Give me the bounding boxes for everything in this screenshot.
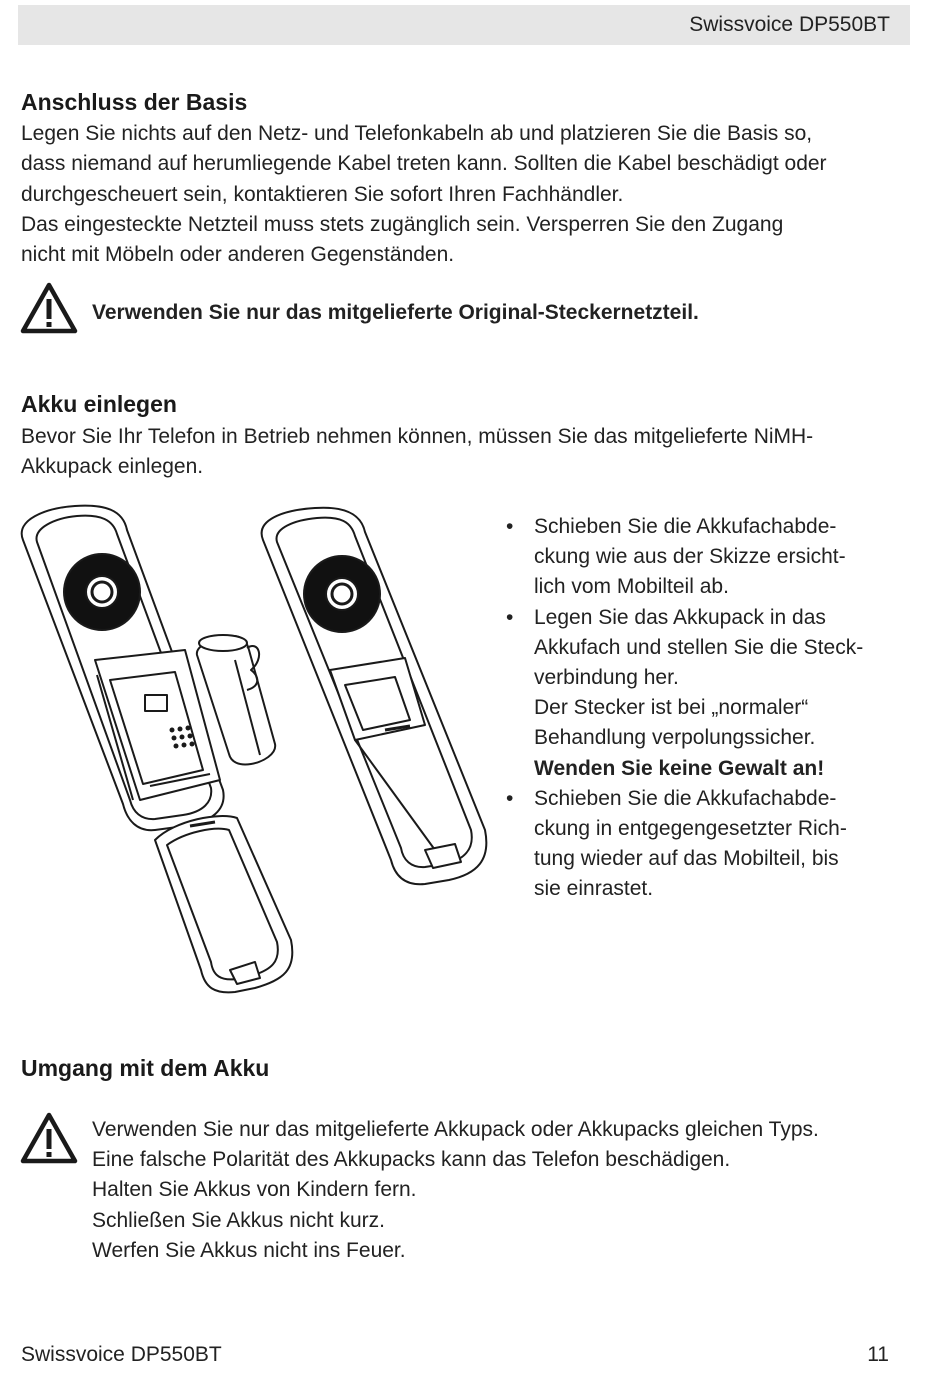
list-item-line: verbindung her.	[534, 666, 679, 690]
battery-warnings-list	[92, 1115, 819, 1266]
list-item-line: tung wieder auf das Mobilteil, bis	[534, 847, 839, 871]
bullet-symbol: •	[506, 786, 514, 810]
text-line: Legen Sie nichts auf den Netz- und Telefonkabeln ab und platzieren Sie die Basis so,	[21, 122, 813, 145]
text-line: Das eingesteckte Netzteil muss stets zugänglich sein. Versperren Sie den Zugang	[21, 212, 784, 236]
bullet-symbol: •	[506, 605, 514, 629]
list-item-line: Behandlung verpolungssicher.	[534, 726, 816, 750]
battery-instructions-list	[504, 512, 904, 905]
list-item-bold-line: Wenden Sie keine Gewalt an!	[534, 756, 825, 780]
list-item-line: Schieben Sie die Akkufachabde-	[534, 786, 837, 810]
page-number: 11	[867, 1343, 889, 1366]
heading-umgang-mit-dem-akku: Umgang mit dem Akku	[21, 1055, 270, 1081]
bullet-symbol: •	[506, 515, 514, 538]
warning-triangle-icon	[20, 1112, 78, 1164]
list-item	[504, 603, 904, 784]
list-item	[504, 512, 904, 603]
list-item-line: ckung in entgegengesetzter Rich-	[534, 817, 847, 841]
list-item-line: lich vom Mobilteil ab.	[534, 575, 729, 599]
warning-line: Werfen Sie Akkus nicht ins Feuer.	[92, 1238, 406, 1262]
warning-triangle-icon	[20, 282, 78, 334]
warning-line: Schließen Sie Akkus nicht kurz.	[92, 1208, 385, 1232]
text-line: dass niemand auf herumliegende Kabel treten kann. Sollten die Kabel beschädigt oder	[21, 152, 827, 176]
battery-insertion-illustration	[15, 500, 495, 1000]
heading-anschluss-der-basis: Anschluss der Basis	[21, 89, 248, 115]
heading-akku-einlegen: Akku einlegen	[21, 391, 177, 417]
warning-line: Verwenden Sie nur das mitgelieferte Akkupack oder Akkupacks gleichen Typs.	[92, 1118, 819, 1141]
page-header	[18, 5, 910, 45]
list-item-line: Schieben Sie die Akkufachabde-	[534, 515, 837, 538]
text-line: durchgescheuert sein, kontaktieren Sie sofort Ihren Fachhändler.	[21, 182, 624, 206]
section1-paragraph	[21, 119, 827, 270]
list-item-line: ckung wie aus der Skizze ersicht-	[534, 545, 846, 569]
handset-open-drawing	[22, 506, 224, 831]
handset-closed-drawing	[262, 508, 487, 885]
list-item-line: Legen Sie das Akkupack in das	[534, 605, 826, 629]
text-line: Akkupack einlegen.	[21, 455, 204, 479]
list-item-line: Der Stecker ist bei „normaler“	[534, 696, 809, 720]
text-line: Bevor Sie Ihr Telefon in Betrieb nehmen können, müssen Sie das mitgelieferte NiMH-	[21, 425, 814, 448]
warning-text-original-power-supply: Verwenden Sie nur das mitgelieferte Original-Steckernetzteil.	[92, 301, 699, 324]
warning-line: Eine falsche Polarität des Akkupacks kann das Telefon beschädigen.	[92, 1148, 731, 1172]
battery-cover-drawing	[155, 816, 292, 992]
list-item-line: sie einrastet.	[534, 877, 654, 901]
text-line: nicht mit Möbeln oder anderen Gegenständen.	[21, 243, 455, 267]
footer-title: Swissvoice DP550BT	[21, 1343, 222, 1366]
warning-line: Halten Sie Akkus von Kindern fern.	[92, 1178, 417, 1202]
header-title: Swissvoice DP550BT	[689, 13, 890, 36]
section2-paragraph	[21, 422, 813, 483]
list-item-line: Akkufach und stellen Sie die Steck-	[534, 635, 864, 659]
list-item	[504, 784, 904, 905]
